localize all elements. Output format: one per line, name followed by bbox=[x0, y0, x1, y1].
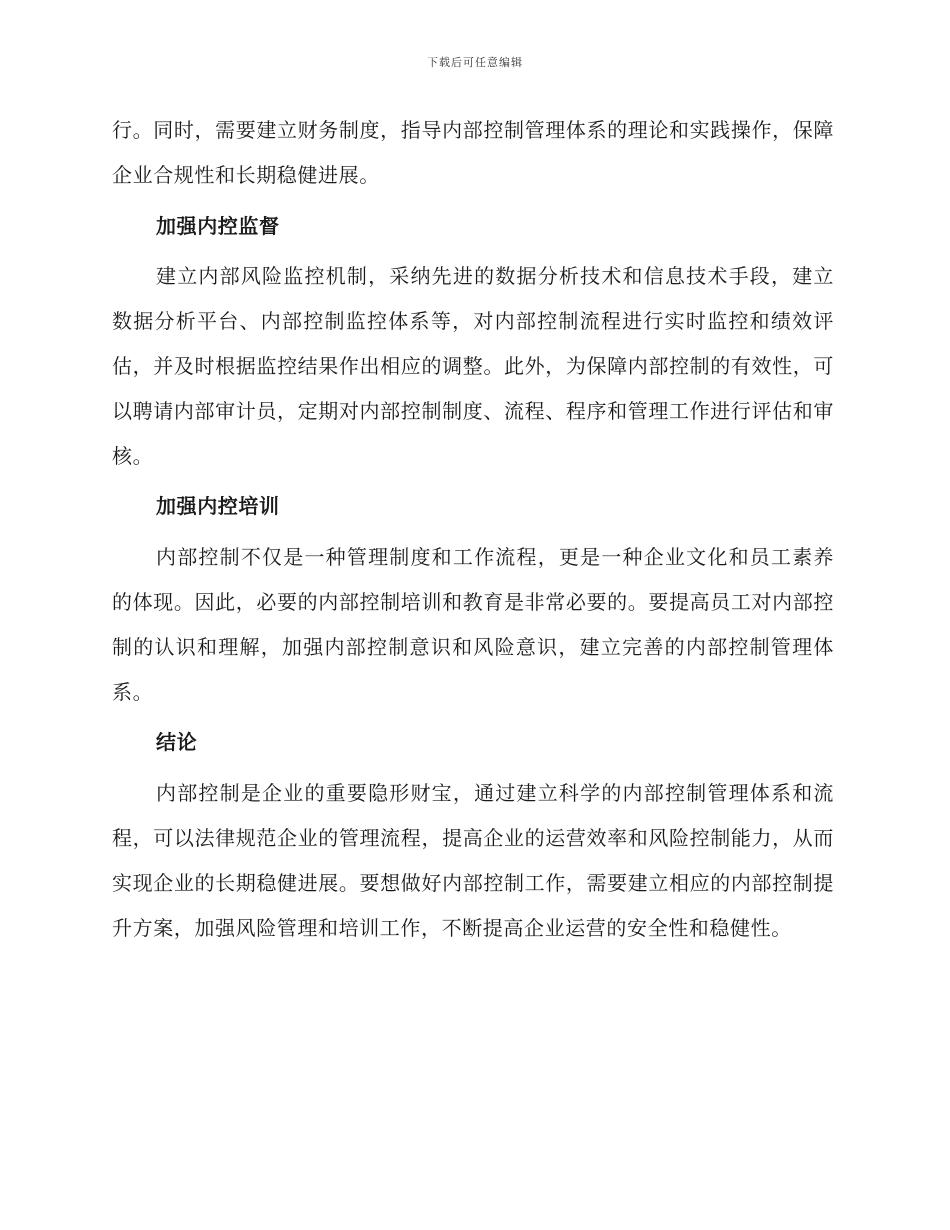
section-heading-conclusion: 结论 bbox=[156, 730, 198, 755]
page-header: 下载后可任意编辑 bbox=[427, 56, 523, 69]
section-heading-training: 加强内控培训 bbox=[156, 494, 280, 519]
paragraph-supervision: 建立内部风险监控机制，采纳先进的数据分析技术和信息技术手段，建立数据分析平台、内部控制监控体系等，对内部控制流程进行实时监控和绩效评估，并及时根据监控结果作出相应的调整。此外，为保障内部控制的有效性，可以聘请内部审计员，定期对内部控制制度、流程、程序和管理工作进行评估和审核。 bbox=[112, 264, 834, 468]
document-body bbox=[112, 108, 834, 956]
section-heading-supervision: 加强内控监督 bbox=[156, 213, 280, 238]
paragraph-conclusion: 内部控制是企业的重要隐形财宝，通过建立科学的内部控制管理体系和流程，可以法律规范企业的管理流程，提高企业的运营效率和风险控制能力，从而实现企业的长期稳健进展。要想做好内部控制工作，需要建立相应的内部控制提升方案，加强风险管理和培训工作，不断提高企业运营的安全性和稳健性。 bbox=[112, 781, 834, 940]
paragraph-training: 内部控制不仅是一种管理制度和工作流程，更是一种企业文化和员工素养的体现。因此，必要的内部控制培训和教育是非常必要的。要提高员工对内部控制的认识和理解，加强内部控制意识和风险意识，建立完善的内部控制管理体系。 bbox=[112, 545, 834, 704]
paragraph-continuation: 行。同时，需要建立财务制度，指导内部控制管理体系的理论和实践操作，保障企业合规性和长期稳健进展。 bbox=[112, 118, 834, 187]
